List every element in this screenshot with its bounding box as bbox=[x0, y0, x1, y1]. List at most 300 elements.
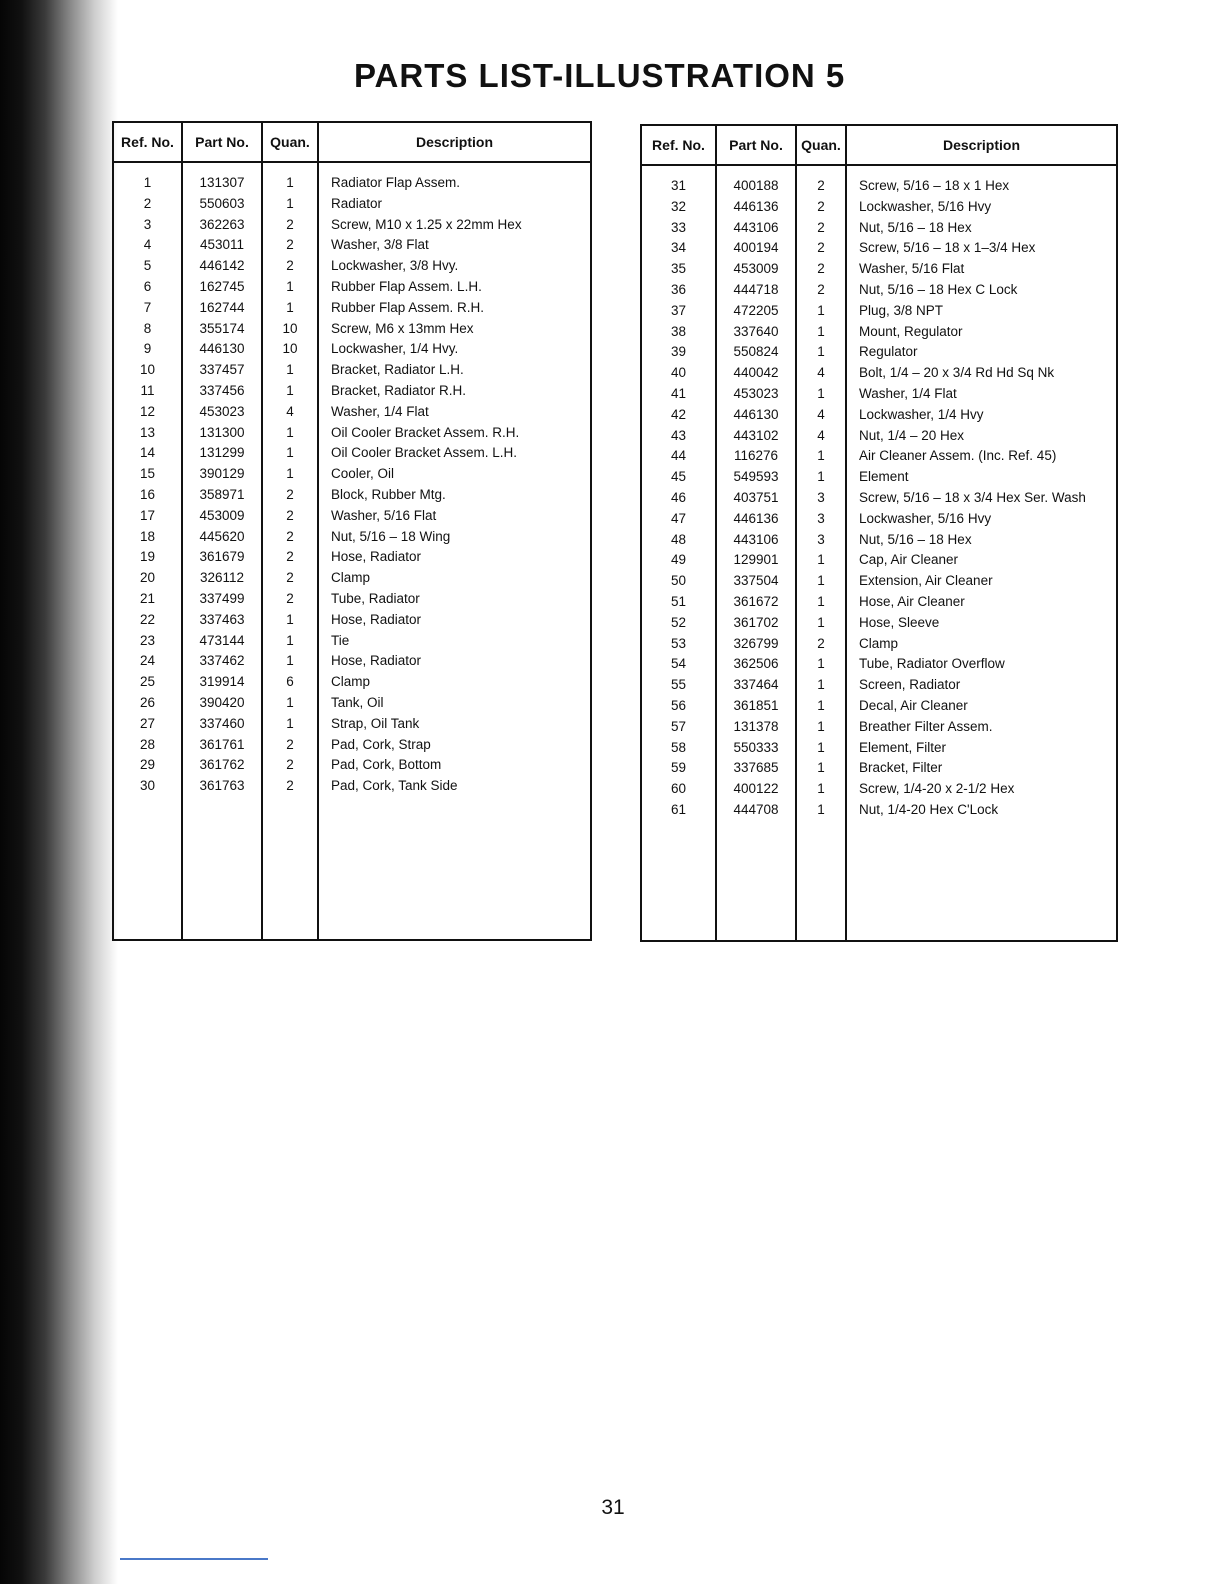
scan-artifact-line bbox=[120, 1558, 268, 1560]
description-cell: Decal, Air Cleaner bbox=[846, 696, 1117, 717]
table-row bbox=[641, 571, 1117, 592]
part-no-cell: 446136 bbox=[716, 197, 796, 218]
part-no-cell: 472205 bbox=[716, 301, 796, 322]
table-row bbox=[113, 423, 591, 444]
part-no-cell: 319914 bbox=[182, 672, 262, 693]
table-row bbox=[641, 530, 1117, 551]
quantity-cell: 2 bbox=[262, 235, 318, 256]
quantity-cell: 1 bbox=[796, 446, 846, 467]
table-header-row bbox=[113, 122, 591, 162]
part-no-cell: 390129 bbox=[182, 464, 262, 485]
table-row bbox=[641, 384, 1117, 405]
ref-no-cell: 56 bbox=[641, 696, 716, 717]
table-row bbox=[113, 173, 591, 194]
table-row bbox=[113, 610, 591, 631]
part-no-cell: 337457 bbox=[182, 360, 262, 381]
table-row bbox=[641, 758, 1117, 779]
description-cell: Oil Cooler Bracket Assem. L.H. bbox=[318, 443, 591, 464]
ref-no-cell: 29 bbox=[113, 755, 182, 776]
ref-no-cell: 14 bbox=[113, 443, 182, 464]
description-cell: Lockwasher, 1/4 Hvy. bbox=[318, 339, 591, 360]
table-spacer-row bbox=[113, 162, 591, 173]
ref-no-cell: 54 bbox=[641, 654, 716, 675]
quantity-cell: 2 bbox=[262, 215, 318, 236]
ref-no-cell: 1 bbox=[113, 173, 182, 194]
quantity-cell: 2 bbox=[262, 256, 318, 277]
parts-table-right-body bbox=[641, 165, 1117, 941]
ref-no-cell: 39 bbox=[641, 342, 716, 363]
ref-no-cell: 40 bbox=[641, 363, 716, 384]
ref-no-cell: 37 bbox=[641, 301, 716, 322]
part-no-cell: 453009 bbox=[182, 506, 262, 527]
description-cell: Hose, Sleeve bbox=[846, 613, 1117, 634]
ref-no-cell: 58 bbox=[641, 738, 716, 759]
part-no-cell: 355174 bbox=[182, 319, 262, 340]
spacer-cell bbox=[113, 162, 182, 173]
description-cell: Washer, 5/16 Flat bbox=[846, 259, 1117, 280]
table-row bbox=[113, 256, 591, 277]
table-row bbox=[113, 277, 591, 298]
part-no-cell: 473144 bbox=[182, 631, 262, 652]
ref-no-cell: 60 bbox=[641, 779, 716, 800]
filler-cell bbox=[641, 821, 716, 941]
table-filler-row bbox=[113, 797, 591, 940]
part-no-cell: 444718 bbox=[716, 280, 796, 301]
quantity-cell: 1 bbox=[796, 342, 846, 363]
ref-no-cell: 15 bbox=[113, 464, 182, 485]
part-no-cell: 390420 bbox=[182, 693, 262, 714]
quantity-cell: 2 bbox=[262, 755, 318, 776]
quantity-cell: 1 bbox=[796, 800, 846, 821]
part-no-cell: 361679 bbox=[182, 547, 262, 568]
ref-no-cell: 10 bbox=[113, 360, 182, 381]
table-header-row bbox=[641, 125, 1117, 165]
description-cell: Rubber Flap Assem. R.H. bbox=[318, 298, 591, 319]
part-no-cell: 453011 bbox=[182, 235, 262, 256]
quantity-cell: 2 bbox=[262, 485, 318, 506]
description-cell: Clamp bbox=[318, 672, 591, 693]
quantity-cell: 2 bbox=[796, 218, 846, 239]
table-row bbox=[113, 339, 591, 360]
ref-no-cell: 61 bbox=[641, 800, 716, 821]
table-row bbox=[113, 443, 591, 464]
table-row bbox=[113, 527, 591, 548]
quantity-cell: 1 bbox=[262, 443, 318, 464]
description-cell: Nut, 5/16 – 18 Hex bbox=[846, 218, 1117, 239]
part-no-cell: 444708 bbox=[716, 800, 796, 821]
part-no-cell: 131300 bbox=[182, 423, 262, 444]
table-row bbox=[641, 800, 1117, 821]
ref-no-cell: 17 bbox=[113, 506, 182, 527]
ref-no-cell: 49 bbox=[641, 550, 716, 571]
table-row bbox=[113, 298, 591, 319]
part-no-cell: 446136 bbox=[716, 509, 796, 530]
table-row bbox=[113, 194, 591, 215]
ref-no-cell: 55 bbox=[641, 675, 716, 696]
quantity-cell: 3 bbox=[796, 488, 846, 509]
table-row bbox=[641, 197, 1117, 218]
table-row bbox=[113, 755, 591, 776]
part-no-cell: 445620 bbox=[182, 527, 262, 548]
description-cell: Bolt, 1/4 – 20 x 3/4 Rd Hd Sq Nk bbox=[846, 363, 1117, 384]
quantity-cell: 2 bbox=[796, 238, 846, 259]
ref-no-cell: 21 bbox=[113, 589, 182, 610]
quantity-cell: 2 bbox=[262, 776, 318, 797]
ref-no-cell: 44 bbox=[641, 446, 716, 467]
quantity-cell: 3 bbox=[796, 530, 846, 551]
description-cell: Bracket, Filter bbox=[846, 758, 1117, 779]
parts-table-left-body bbox=[113, 162, 591, 940]
table-row bbox=[641, 322, 1117, 343]
description-cell: Radiator Flap Assem. bbox=[318, 173, 591, 194]
part-no-cell: 162745 bbox=[182, 277, 262, 298]
ref-no-cell: 35 bbox=[641, 259, 716, 280]
quantity-cell: 1 bbox=[262, 298, 318, 319]
part-no-cell: 361762 bbox=[182, 755, 262, 776]
ref-no-cell: 32 bbox=[641, 197, 716, 218]
quantity-cell: 1 bbox=[262, 277, 318, 298]
part-no-cell: 358971 bbox=[182, 485, 262, 506]
ref-no-cell: 12 bbox=[113, 402, 182, 423]
quantity-cell: 1 bbox=[796, 696, 846, 717]
ref-no-cell: 28 bbox=[113, 735, 182, 756]
ref-no-cell: 34 bbox=[641, 238, 716, 259]
quantity-cell: 2 bbox=[262, 547, 318, 568]
part-no-cell: 453009 bbox=[716, 259, 796, 280]
quantity-cell: 2 bbox=[796, 197, 846, 218]
part-no-cell: 446130 bbox=[716, 405, 796, 426]
description-cell: Mount, Regulator bbox=[846, 322, 1117, 343]
table-row bbox=[113, 235, 591, 256]
description-cell: Hose, Air Cleaner bbox=[846, 592, 1117, 613]
quantity-cell: 1 bbox=[796, 384, 846, 405]
ref-no-cell: 16 bbox=[113, 485, 182, 506]
quantity-cell: 2 bbox=[796, 176, 846, 197]
quantity-cell: 1 bbox=[796, 779, 846, 800]
description-cell: Extension, Air Cleaner bbox=[846, 571, 1117, 592]
table-spacer-row bbox=[641, 165, 1117, 176]
quantity-cell: 2 bbox=[796, 634, 846, 655]
part-no-cell: 337462 bbox=[182, 651, 262, 672]
description-cell: Lockwasher, 3/8 Hvy. bbox=[318, 256, 591, 277]
page-number: 31 bbox=[601, 1496, 625, 1519]
table-row bbox=[113, 402, 591, 423]
ref-no-cell: 47 bbox=[641, 509, 716, 530]
table-row bbox=[641, 176, 1117, 197]
table-row bbox=[113, 547, 591, 568]
quantity-cell: 1 bbox=[796, 550, 846, 571]
description-cell: Pad, Cork, Tank Side bbox=[318, 776, 591, 797]
part-no-cell: 131299 bbox=[182, 443, 262, 464]
ref-no-cell: 24 bbox=[113, 651, 182, 672]
filler-cell bbox=[846, 821, 1117, 941]
quantity-cell: 2 bbox=[796, 280, 846, 301]
part-no-cell: 361763 bbox=[182, 776, 262, 797]
table-row bbox=[641, 654, 1117, 675]
description-cell: Tube, Radiator Overflow bbox=[846, 654, 1117, 675]
ref-no-cell: 22 bbox=[113, 610, 182, 631]
description-cell: Tank, Oil bbox=[318, 693, 591, 714]
part-no-cell: 549593 bbox=[716, 467, 796, 488]
ref-no-cell: 31 bbox=[641, 176, 716, 197]
ref-no-cell: 13 bbox=[113, 423, 182, 444]
ref-no-cell: 46 bbox=[641, 488, 716, 509]
part-no-cell: 337640 bbox=[716, 322, 796, 343]
quantity-cell: 1 bbox=[262, 714, 318, 735]
ref-no-cell: 18 bbox=[113, 527, 182, 548]
description-cell: Washer, 3/8 Flat bbox=[318, 235, 591, 256]
table-row bbox=[641, 301, 1117, 322]
ref-no-cell: 43 bbox=[641, 426, 716, 447]
ref-no-cell: 11 bbox=[113, 381, 182, 402]
ref-no-cell: 2 bbox=[113, 194, 182, 215]
ref-no-cell: 27 bbox=[113, 714, 182, 735]
part-no-cell: 446130 bbox=[182, 339, 262, 360]
part-no-cell: 453023 bbox=[716, 384, 796, 405]
table-row bbox=[113, 381, 591, 402]
quantity-cell: 10 bbox=[262, 319, 318, 340]
quantity-cell: 4 bbox=[796, 405, 846, 426]
header-quantity: Quan. bbox=[796, 125, 846, 165]
ref-no-cell: 41 bbox=[641, 384, 716, 405]
quantity-cell: 2 bbox=[262, 735, 318, 756]
table-row bbox=[641, 218, 1117, 239]
quantity-cell: 2 bbox=[796, 259, 846, 280]
part-no-cell: 362263 bbox=[182, 215, 262, 236]
table-row bbox=[113, 319, 591, 340]
spacer-cell bbox=[262, 162, 318, 173]
quantity-cell: 1 bbox=[262, 610, 318, 631]
description-cell: Rubber Flap Assem. L.H. bbox=[318, 277, 591, 298]
part-no-cell: 443102 bbox=[716, 426, 796, 447]
quantity-cell: 1 bbox=[796, 738, 846, 759]
part-no-cell: 361851 bbox=[716, 696, 796, 717]
description-cell: Clamp bbox=[318, 568, 591, 589]
description-cell: Screw, 5/16 – 18 x 1 Hex bbox=[846, 176, 1117, 197]
quantity-cell: 1 bbox=[796, 467, 846, 488]
description-cell: Nut, 5/16 – 18 Wing bbox=[318, 527, 591, 548]
ref-no-cell: 19 bbox=[113, 547, 182, 568]
header-description: Description bbox=[846, 125, 1117, 165]
part-no-cell: 453023 bbox=[182, 402, 262, 423]
ref-no-cell: 23 bbox=[113, 631, 182, 652]
table-row bbox=[113, 714, 591, 735]
quantity-cell: 1 bbox=[262, 464, 318, 485]
page-title: PARTS LIST-ILLUSTRATION 5 bbox=[354, 57, 846, 94]
filler-cell bbox=[716, 821, 796, 941]
table-row bbox=[113, 360, 591, 381]
quantity-cell: 2 bbox=[262, 527, 318, 548]
part-no-cell: 131307 bbox=[182, 173, 262, 194]
part-no-cell: 337460 bbox=[182, 714, 262, 735]
quantity-cell: 10 bbox=[262, 339, 318, 360]
description-cell: Cap, Air Cleaner bbox=[846, 550, 1117, 571]
description-cell: Oil Cooler Bracket Assem. R.H. bbox=[318, 423, 591, 444]
table-row bbox=[113, 631, 591, 652]
header-part-no: Part No. bbox=[716, 125, 796, 165]
description-cell: Breather Filter Assem. bbox=[846, 717, 1117, 738]
description-cell: Hose, Radiator bbox=[318, 547, 591, 568]
spacer-cell bbox=[796, 165, 846, 176]
ref-no-cell: 57 bbox=[641, 717, 716, 738]
quantity-cell: 4 bbox=[262, 402, 318, 423]
header-ref-no: Ref. No. bbox=[113, 122, 182, 162]
part-no-cell: 400194 bbox=[716, 238, 796, 259]
table-row bbox=[113, 589, 591, 610]
table-filler-row bbox=[641, 821, 1117, 941]
part-no-cell: 361672 bbox=[716, 592, 796, 613]
spacer-cell bbox=[641, 165, 716, 176]
ref-no-cell: 52 bbox=[641, 613, 716, 634]
table-row bbox=[113, 215, 591, 236]
description-cell: Lockwasher, 5/16 Hvy bbox=[846, 197, 1117, 218]
header-quantity: Quan. bbox=[262, 122, 318, 162]
description-cell: Screw, 5/16 – 18 x 3/4 Hex Ser. Wash bbox=[846, 488, 1117, 509]
ref-no-cell: 42 bbox=[641, 405, 716, 426]
table-row bbox=[113, 506, 591, 527]
quantity-cell: 1 bbox=[262, 194, 318, 215]
part-no-cell: 550603 bbox=[182, 194, 262, 215]
part-no-cell: 443106 bbox=[716, 218, 796, 239]
table-row bbox=[641, 467, 1117, 488]
spacer-cell bbox=[318, 162, 591, 173]
part-no-cell: 440042 bbox=[716, 363, 796, 384]
description-cell: Pad, Cork, Strap bbox=[318, 735, 591, 756]
description-cell: Bracket, Radiator L.H. bbox=[318, 360, 591, 381]
description-cell: Radiator bbox=[318, 194, 591, 215]
part-no-cell: 337685 bbox=[716, 758, 796, 779]
part-no-cell: 129901 bbox=[716, 550, 796, 571]
part-no-cell: 400188 bbox=[716, 176, 796, 197]
quantity-cell: 1 bbox=[796, 613, 846, 634]
scan-binding-edge bbox=[0, 0, 118, 1584]
description-cell: Block, Rubber Mtg. bbox=[318, 485, 591, 506]
table-row bbox=[113, 735, 591, 756]
quantity-cell: 1 bbox=[262, 173, 318, 194]
quantity-cell: 4 bbox=[796, 426, 846, 447]
ref-no-cell: 9 bbox=[113, 339, 182, 360]
part-no-cell: 361702 bbox=[716, 613, 796, 634]
description-cell: Tie bbox=[318, 631, 591, 652]
table-row bbox=[641, 613, 1117, 634]
description-cell: Clamp bbox=[846, 634, 1117, 655]
quantity-cell: 1 bbox=[796, 301, 846, 322]
description-cell: Nut, 1/4-20 Hex C'Lock bbox=[846, 800, 1117, 821]
table-row bbox=[641, 550, 1117, 571]
description-cell: Pad, Cork, Bottom bbox=[318, 755, 591, 776]
description-cell: Hose, Radiator bbox=[318, 651, 591, 672]
quantity-cell: 6 bbox=[262, 672, 318, 693]
description-cell: Lockwasher, 1/4 Hvy bbox=[846, 405, 1117, 426]
part-no-cell: 162744 bbox=[182, 298, 262, 319]
part-no-cell: 443106 bbox=[716, 530, 796, 551]
description-cell: Lockwasher, 5/16 Hvy bbox=[846, 509, 1117, 530]
quantity-cell: 1 bbox=[796, 717, 846, 738]
filler-cell bbox=[796, 821, 846, 941]
ref-no-cell: 53 bbox=[641, 634, 716, 655]
parts-table-right bbox=[640, 124, 1118, 942]
description-cell: Strap, Oil Tank bbox=[318, 714, 591, 735]
ref-no-cell: 20 bbox=[113, 568, 182, 589]
description-cell: Nut, 5/16 – 18 Hex C Lock bbox=[846, 280, 1117, 301]
table-row bbox=[641, 509, 1117, 530]
part-no-cell: 550824 bbox=[716, 342, 796, 363]
part-no-cell: 446142 bbox=[182, 256, 262, 277]
spacer-cell bbox=[182, 162, 262, 173]
quantity-cell: 1 bbox=[262, 631, 318, 652]
description-cell: Washer, 5/16 Flat bbox=[318, 506, 591, 527]
quantity-cell: 1 bbox=[796, 654, 846, 675]
description-cell: Air Cleaner Assem. (Inc. Ref. 45) bbox=[846, 446, 1117, 467]
part-no-cell: 116276 bbox=[716, 446, 796, 467]
table-row bbox=[641, 488, 1117, 509]
description-cell: Nut, 5/16 – 18 Hex bbox=[846, 530, 1117, 551]
table-row bbox=[641, 405, 1117, 426]
table-row bbox=[641, 259, 1117, 280]
table-row bbox=[641, 717, 1117, 738]
ref-no-cell: 48 bbox=[641, 530, 716, 551]
table-row bbox=[113, 776, 591, 797]
parts-table-left bbox=[112, 121, 592, 941]
part-no-cell: 337463 bbox=[182, 610, 262, 631]
description-cell: Screw, M10 x 1.25 x 22mm Hex bbox=[318, 215, 591, 236]
filler-cell bbox=[318, 797, 591, 940]
description-cell: Screw, 5/16 – 18 x 1–3/4 Hex bbox=[846, 238, 1117, 259]
table-row bbox=[641, 363, 1117, 384]
quantity-cell: 1 bbox=[262, 423, 318, 444]
part-no-cell: 400122 bbox=[716, 779, 796, 800]
description-cell: Plug, 3/8 NPT bbox=[846, 301, 1117, 322]
ref-no-cell: 8 bbox=[113, 319, 182, 340]
ref-no-cell: 26 bbox=[113, 693, 182, 714]
quantity-cell: 2 bbox=[262, 506, 318, 527]
ref-no-cell: 38 bbox=[641, 322, 716, 343]
part-no-cell: 337464 bbox=[716, 675, 796, 696]
description-cell: Nut, 1/4 – 20 Hex bbox=[846, 426, 1117, 447]
table-row bbox=[641, 342, 1117, 363]
table-row bbox=[641, 675, 1117, 696]
quantity-cell: 1 bbox=[796, 675, 846, 696]
quantity-cell: 1 bbox=[796, 322, 846, 343]
part-no-cell: 326799 bbox=[716, 634, 796, 655]
ref-no-cell: 36 bbox=[641, 280, 716, 301]
description-cell: Element, Filter bbox=[846, 738, 1117, 759]
header-part-no: Part No. bbox=[182, 122, 262, 162]
spacer-cell bbox=[716, 165, 796, 176]
table-row bbox=[113, 464, 591, 485]
ref-no-cell: 5 bbox=[113, 256, 182, 277]
description-cell: Tube, Radiator bbox=[318, 589, 591, 610]
table-row bbox=[641, 280, 1117, 301]
table-row bbox=[113, 485, 591, 506]
quantity-cell: 1 bbox=[796, 592, 846, 613]
description-cell: Element bbox=[846, 467, 1117, 488]
ref-no-cell: 4 bbox=[113, 235, 182, 256]
part-no-cell: 131378 bbox=[716, 717, 796, 738]
part-no-cell: 337456 bbox=[182, 381, 262, 402]
description-cell: Regulator bbox=[846, 342, 1117, 363]
description-cell: Washer, 1/4 Flat bbox=[318, 402, 591, 423]
ref-no-cell: 3 bbox=[113, 215, 182, 236]
table-row bbox=[641, 238, 1117, 259]
description-cell: Washer, 1/4 Flat bbox=[846, 384, 1117, 405]
quantity-cell: 1 bbox=[262, 381, 318, 402]
part-no-cell: 403751 bbox=[716, 488, 796, 509]
table-row bbox=[113, 693, 591, 714]
quantity-cell: 3 bbox=[796, 509, 846, 530]
description-cell: Cooler, Oil bbox=[318, 464, 591, 485]
table-row bbox=[113, 672, 591, 693]
